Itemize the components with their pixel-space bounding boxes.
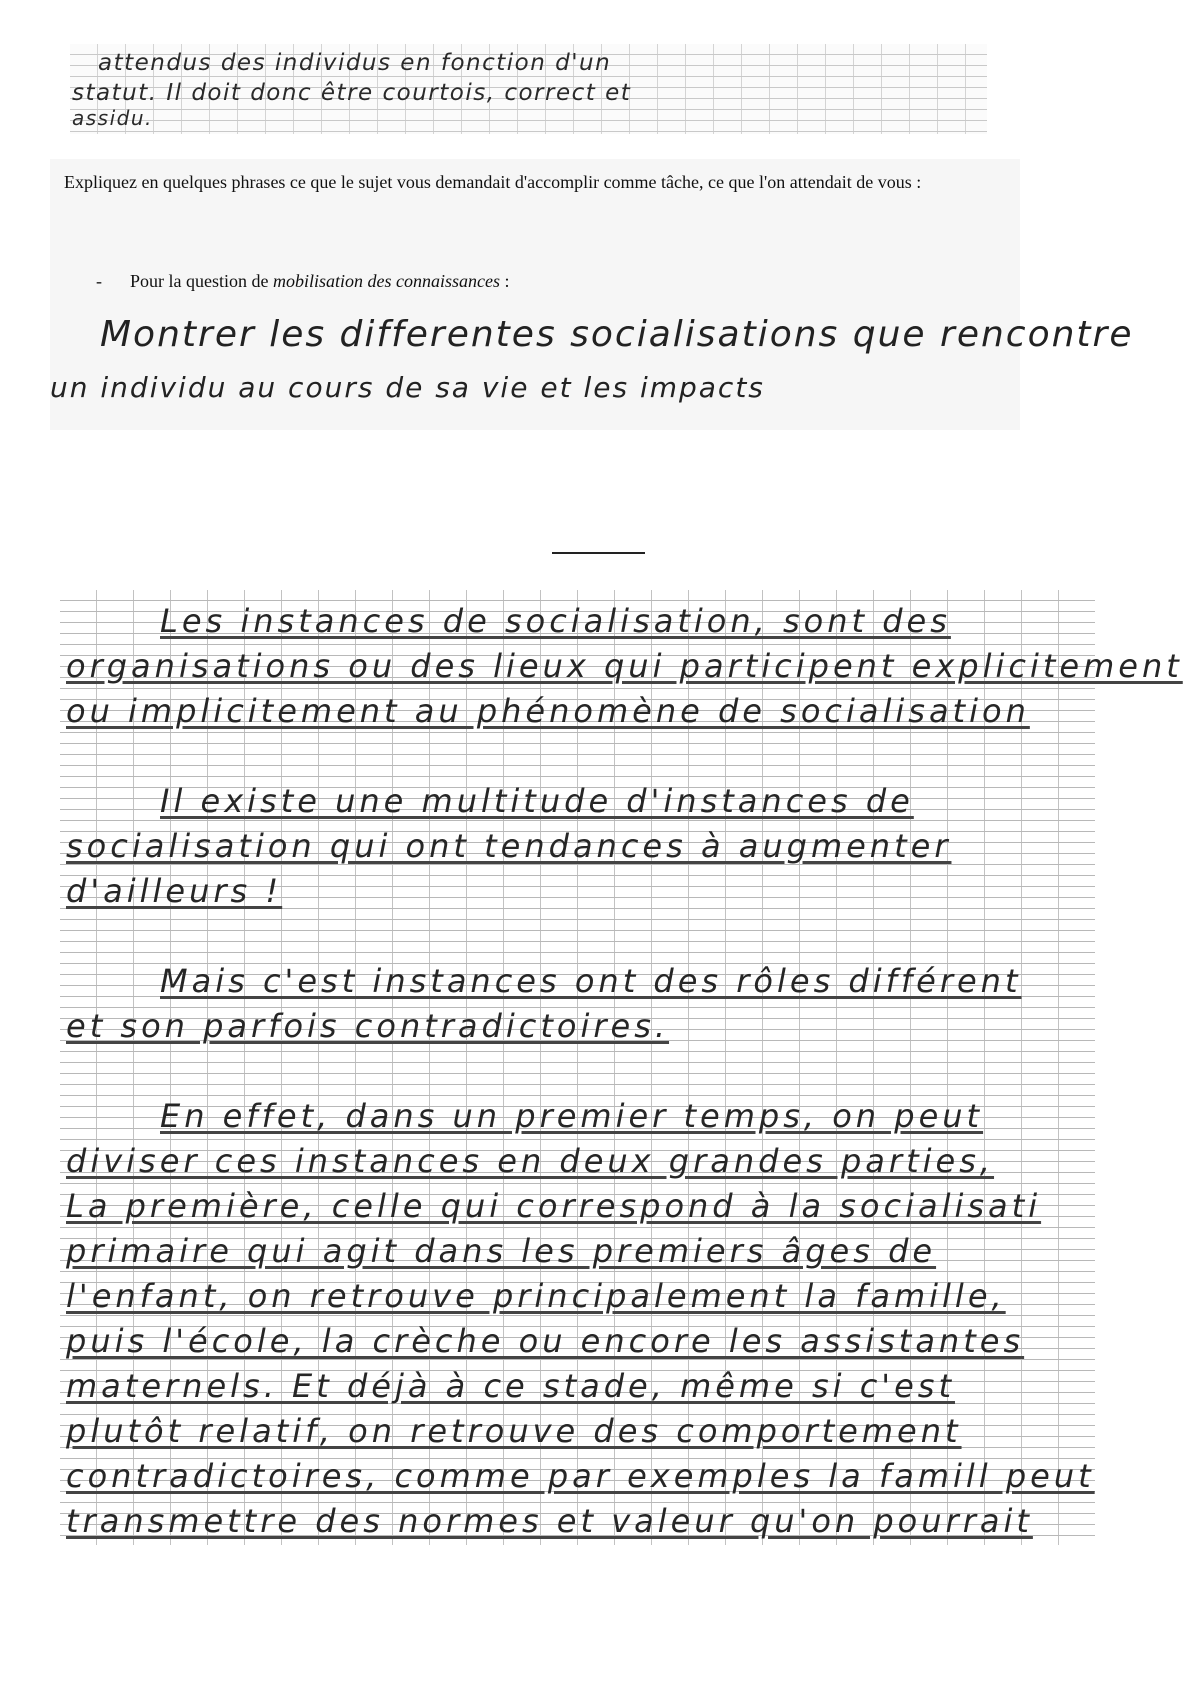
previous-answer-fragment: [70, 44, 987, 134]
essay-line: plutôt relatif, on retrouve des comportement: [66, 1412, 962, 1450]
essay-line: primaire qui agit dans les premiers âges de: [66, 1232, 937, 1270]
essay-line: diviser ces instances en deux grandes parties,: [66, 1142, 995, 1180]
essay-line: En effet, dans un premier temps, on peut: [160, 1097, 984, 1135]
bullet-item: [96, 271, 510, 292]
handwritten-answer-line: un individu au cours de sa vie et les impacts: [50, 371, 765, 404]
bullet-emphasis: mobilisation des connaissances: [272, 271, 500, 291]
essay-line: l'enfant, on retrouve principalement la famille,: [66, 1277, 1006, 1315]
handwritten-answer-line: Montrer les differentes socialisations que rencontre: [100, 314, 1134, 355]
essay-line: transmettre des normes et valeur qu'on pourrait: [66, 1502, 1033, 1540]
question-prompt: Expliquez en quelques phrases ce que le sujet vous demandait d'accomplir comme tâche, ce que l'on attendait de vous :: [64, 172, 922, 192]
essay-line: Les instances de socialisation, sont des: [160, 602, 951, 640]
essay-line: puis l'école, la crèche ou encore les assistantes: [66, 1322, 1025, 1360]
handwritten-essay-page: [60, 590, 1183, 1545]
separator-rule: [552, 552, 645, 554]
essay-line: socialisation qui ont tendances à augmenter: [66, 827, 952, 865]
handwritten-line: attendus des individus en fonction d'un: [98, 50, 612, 76]
bullet-prefix: Pour la question de: [130, 271, 273, 291]
bullet-suffix: :: [499, 271, 510, 291]
essay-line: Il existe une multitude d'instances de: [160, 782, 914, 820]
handwritten-line: assidu.: [72, 106, 153, 130]
essay-line: La première, celle qui correspond à la socialisati: [66, 1187, 1042, 1225]
essay-line: contradictoires, comme par exemples la famill peut: [66, 1457, 1095, 1495]
question-block: [50, 159, 1134, 430]
bullet-dash: -: [96, 271, 102, 291]
essay-line: d'ailleurs !: [66, 872, 283, 910]
essay-line: et son parfois contradictoires.: [66, 1007, 670, 1045]
essay-line: ou implicitement au phénomène de socialisation: [66, 692, 1030, 730]
handwritten-line: statut. Il doit donc être courtois, correct et: [72, 80, 632, 106]
essay-line: Mais c'est instances ont des rôles différent: [160, 962, 1022, 1000]
essay-line: maternels. Et déjà à ce stade, même si c'est: [66, 1367, 955, 1405]
essay-line: organisations ou des lieux qui participent explicitement: [66, 647, 1183, 685]
